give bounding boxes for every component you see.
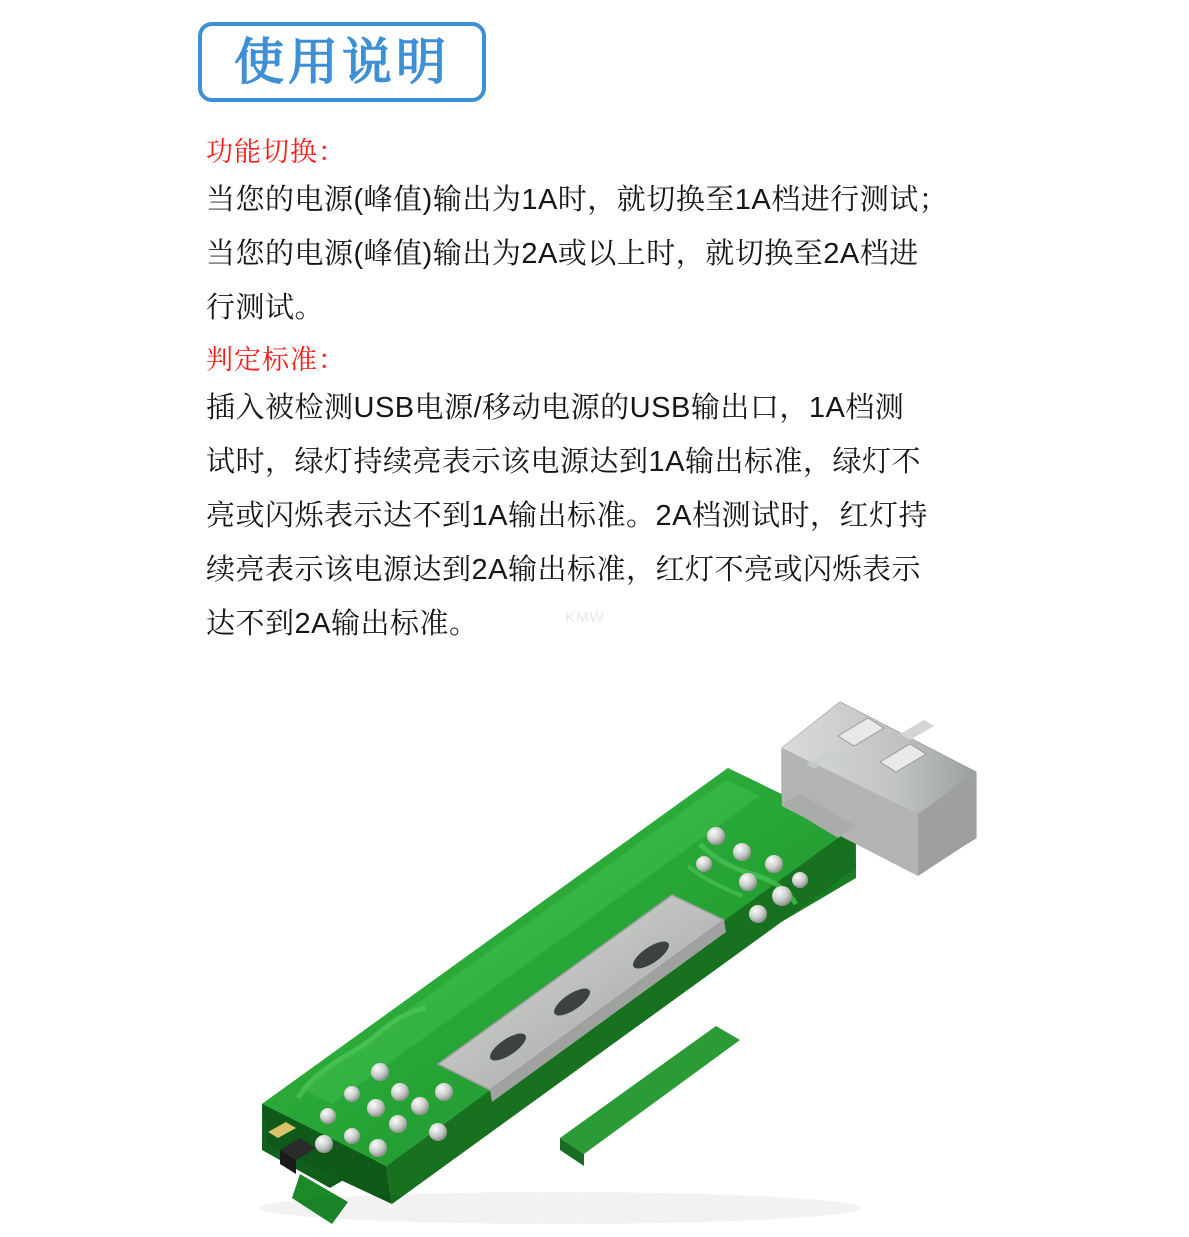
section-line-criteria-5: 达不到2A输出标准。 (206, 608, 479, 640)
section-line-criteria-2: 试时，绿灯持续亮表示该电源达到1A输出标准，绿灯不 (206, 446, 921, 478)
section-line-criteria-1: 插入被检测USB电源/移动电源的USB输出口，1A档测 (206, 392, 905, 424)
usb-load-tester-illustration (0, 668, 1189, 1237)
page-title: 使用说明 (234, 34, 450, 90)
watermark-text: KMW (565, 609, 605, 626)
section-heading-function-switch: 功能切换： (206, 137, 346, 167)
section-line-function-3: 行测试。 (206, 292, 325, 324)
section-line-criteria-3: 亮或闪烁表示达不到1A输出标准。2A档测试时，红灯持 (206, 500, 928, 532)
section-heading-criteria: 判定标准： (206, 345, 346, 375)
section-line-function-2: 当您的电源(峰值)输出为2A或以上时，就切换至2A档进 (206, 238, 919, 270)
instructions-content (206, 130, 1036, 654)
section-line-function-1: 当您的电源(峰值)输出为1A时，就切换至1A档进行测试； (206, 184, 949, 216)
pcb-board (262, 768, 852, 1166)
drop-shadow (260, 1192, 860, 1224)
product-photo (0, 668, 1189, 1237)
page-title-badge (198, 22, 486, 102)
section-line-criteria-4: 续亮表示该电源达到2A输出标准，红灯不亮或闪烁表示 (206, 554, 921, 586)
usb-stamp-3 (900, 720, 934, 740)
